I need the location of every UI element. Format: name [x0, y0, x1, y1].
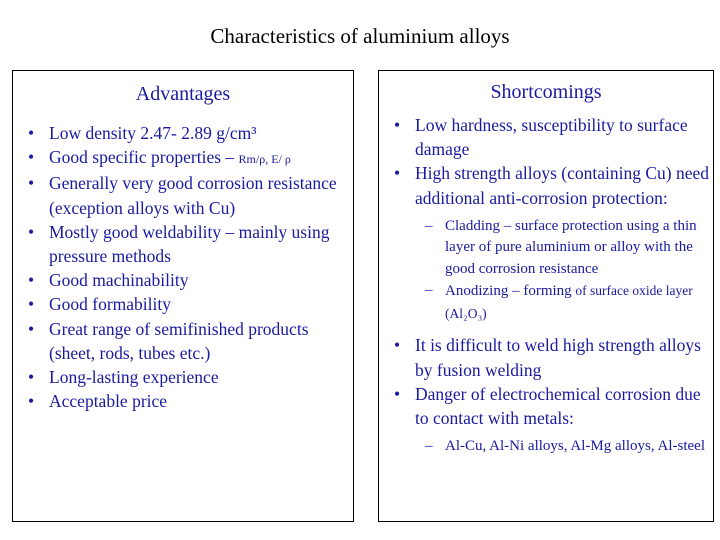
subitem-text: Cladding – surface protection using a thin layer of pure aluminium or alloy with the good corrosion resistance — [445, 217, 697, 277]
item-text: Good formability — [49, 294, 171, 315]
list-item — [25, 171, 351, 219]
shortcomings-list — [391, 113, 711, 466]
slide-title: Characteristics of aluminium alloys — [210, 24, 510, 48]
list-item — [391, 113, 711, 161]
list-item — [25, 317, 351, 365]
subitem-text: Anodizing – forming — [445, 283, 576, 300]
list-item — [25, 365, 351, 389]
item-text: Good specific properties – — [49, 147, 239, 168]
item-text: Mostly good weldability – mainly using pressure methods — [49, 221, 330, 267]
item-text: It is difficult to weld high strength alloys by fusion welding — [415, 335, 701, 380]
list-item — [391, 161, 711, 325]
item-text: Generally very good corrosion resistance (exception alloys with Cu) — [49, 173, 337, 218]
corrosion-sublist — [415, 436, 711, 458]
list-item — [391, 333, 711, 381]
item-text: Long-lasting experience — [49, 367, 219, 388]
list-item — [25, 220, 351, 268]
advantages-list — [25, 121, 351, 413]
list-item — [25, 145, 351, 171]
item-text: Great range of semifinished products (sheet, rods, tubes etc.) — [49, 318, 309, 363]
item-text: Acceptable price — [49, 391, 168, 412]
item-text: Good machinability — [49, 270, 189, 291]
advantages-heading: Advantages — [135, 83, 231, 105]
shortcomings-panel — [378, 70, 714, 522]
anodizing-detail: of surface oxide layer (Al₂O₃) — [445, 283, 693, 321]
protection-sublist — [415, 216, 711, 326]
item-text: Low hardness, susceptibility to surface damage — [415, 115, 688, 160]
sub-list-item — [415, 280, 711, 325]
advantages-panel — [12, 70, 354, 522]
item-text: Danger of electrochemical corrosion due to contact with metals: — [415, 383, 701, 428]
list-item — [25, 121, 351, 145]
sub-list-item — [415, 216, 711, 281]
item-text: Low density 2.47- 2.89 g/cm³ — [49, 123, 257, 143]
specific-ratio-text: Rm/ρ, E/ ρ — [238, 152, 291, 167]
list-item — [25, 268, 351, 292]
list-item — [25, 389, 351, 413]
shortcomings-heading: Shortcomings — [490, 81, 602, 103]
item-text: High strength alloys (containing Cu) need additional anti-corrosion protection: — [415, 163, 710, 208]
list-item — [391, 382, 711, 458]
list-item — [25, 292, 351, 316]
subitem-text: Al-Cu, Al-Ni alloys, Al-Mg alloys, Al-steel — [445, 438, 705, 455]
sub-list-item — [415, 436, 711, 458]
